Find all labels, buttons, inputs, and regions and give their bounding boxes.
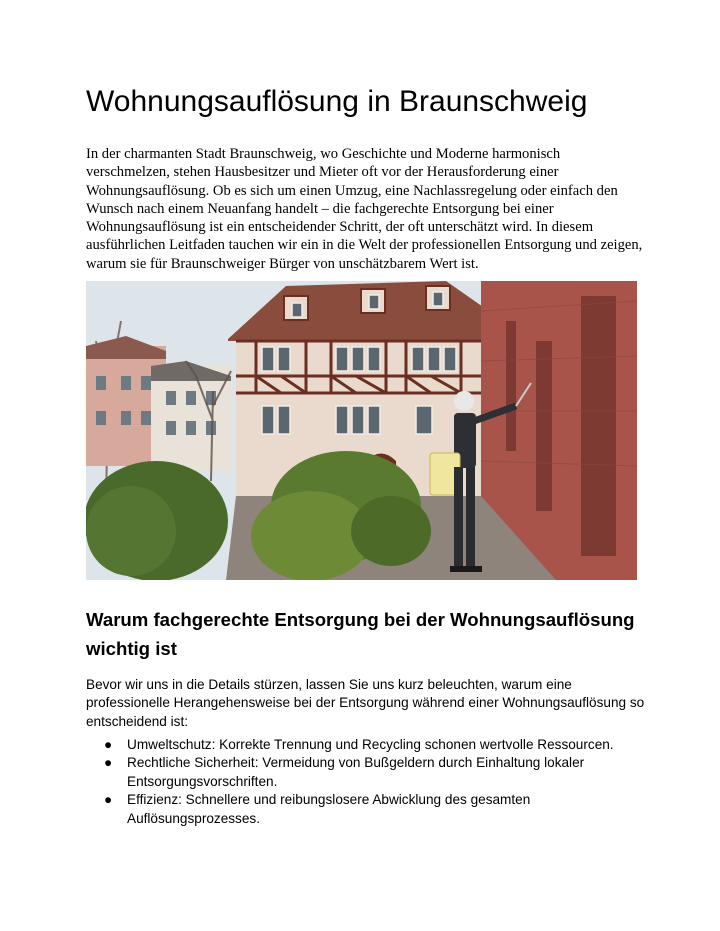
- section-heading: Warum fachgerechte Entsorgung bei der Wohnungsauflösung wichtig ist: [86, 609, 635, 659]
- section-intro: Bevor wir uns in die Details stürzen, lassen Sie uns kurz beleuchten, warum eine professionelle Herangehensweise bei der Entsorgung während einer Wohnungsauflösung so entscheidend ist:: [86, 677, 645, 729]
- house-photo: [86, 281, 637, 580]
- bullet-marker: ●: [104, 737, 113, 752]
- list-item-text: Umweltschutz: Korrekte Trennung und Recycling schonen wertvolle Ressourcen.: [127, 737, 614, 752]
- intro-paragraph: In der charmanten Stadt Braunschweig, wo Geschichte und Moderne harmonisch verschmelzen, stehen Hausbesitzer und Mieter oft vor der Herausforderung einer Wohnungsauflösung. Ob es sich um einen Umzug, eine Nachlassregelung oder einfach den Wunsch nach einem Neuanfang handelt – die fachgerechte Entsorgung bei einer Wohnungsauflösung ist ein entscheidender Schritt, der oft unterschätzt wird. In diesem ausführlichen Leitfaden tauchen wir ein in die Welt der professionellen Entsorgung und zeigen, warum sie für Braunschweiger Bürger von unschätzbarem Wert ist.: [86, 146, 643, 272]
- bullet-marker: ●: [104, 792, 113, 808]
- list-item: [86, 754, 646, 791]
- bullet-marker: ●: [104, 755, 113, 771]
- bullet-list: [86, 736, 646, 828]
- list-item-text: Effizienz: Schnellere und reibungslosere Abwicklung des gesamten Auflösungsprozesses.: [127, 792, 531, 826]
- list-item: [86, 736, 646, 754]
- list-item: [86, 791, 646, 828]
- list-item-text: Rechtliche Sicherheit: Vermeidung von Bußgeldern durch Einhaltung lokaler Entsorgungsvorschriften.: [127, 755, 585, 789]
- page-title: Wohnungsauflösung in Braunschweig: [86, 85, 588, 118]
